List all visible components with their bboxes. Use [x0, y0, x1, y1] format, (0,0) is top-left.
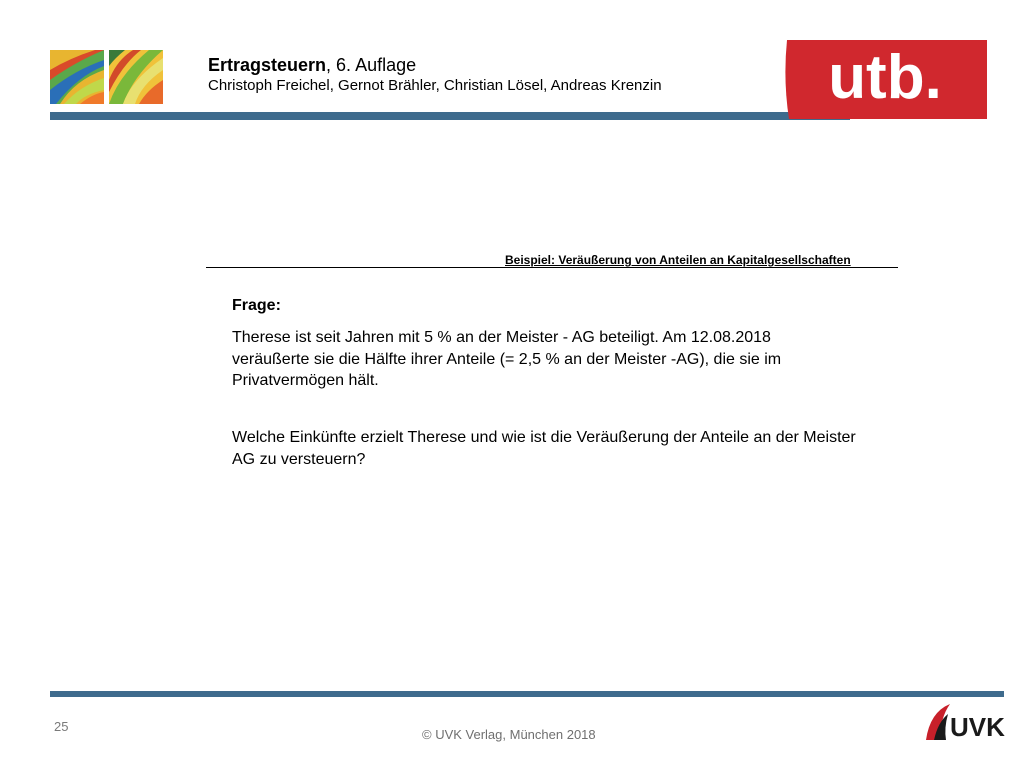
question-label: Frage: [232, 297, 281, 314]
uvk-logo [924, 702, 1006, 742]
book-title [208, 54, 416, 76]
cover-art-thumbnail-2 [109, 50, 163, 104]
question-scenario: Therese ist seit Jahren mit 5 % an der Meister - AG beteiligt. Am 12.08.2018 veräußerte sie die Hälfte ihrer Anteile (= 2,5 % an der Meister -AG), die sie im Privatvermögen hält. [232, 329, 782, 389]
uvk-logo-text: UVK [950, 712, 1005, 742]
title-divider [206, 267, 898, 268]
utb-logo-text: utb. [828, 43, 942, 112]
book-authors: Christoph Freichel, Gernot Brähler, Christian Lösel, Andreas Krenzin [208, 77, 662, 94]
header-accent-bar [50, 112, 850, 120]
page-number: 25 [54, 719, 69, 734]
book-title-bold: Ertragsteuern [208, 55, 327, 75]
footer-accent-bar [50, 691, 1004, 697]
cover-art-thumbnail-1 [50, 50, 104, 104]
example-title: Beispiel: Veräußerung von Anteilen an Kapitalgesellschaften [505, 253, 851, 267]
utb-logo [783, 40, 987, 119]
copyright-notice: © UVK Verlag, München 2018 [422, 727, 596, 742]
question-prompt: Welche Einkünfte erzielt Therese und wie ist die Veräußerung der Anteile an der Meister AG zu versteuern? [232, 429, 856, 468]
book-title-edition: , 6. Auflage [326, 55, 417, 75]
